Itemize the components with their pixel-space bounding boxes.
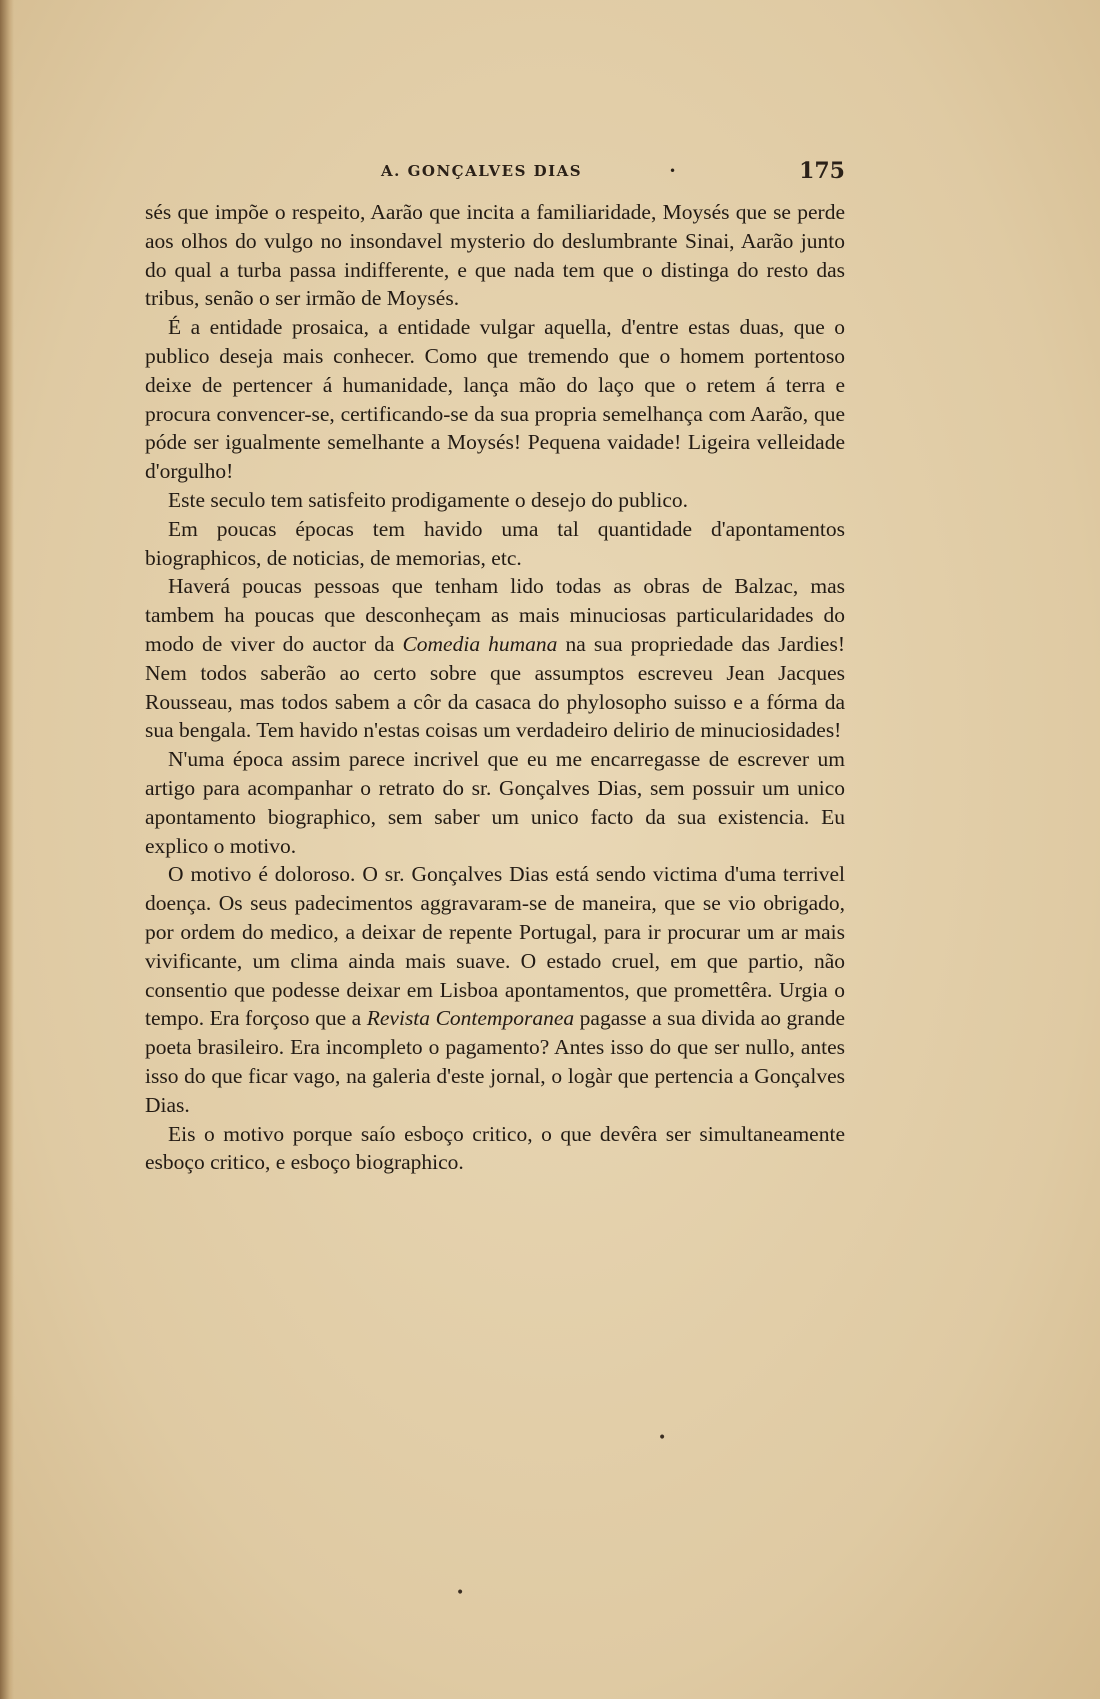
italic-title-comedia: Comedia humana <box>402 631 558 656</box>
paragraph-1: sés que impõe o respeito, Aarão que incita a familiaridade, Moysés que se perde aos olhos do vulgo no insondavel mysterio do deslumbrante Sinai, Aarão junto do qual a turba passa indifferente, e que nada tem que o distinga do resto das tribus, senão o ser irmão de Moysés. <box>145 200 845 311</box>
ink-speck: • <box>456 1585 465 1601</box>
paragraph-5 <box>145 572 845 745</box>
paragraph-7-text-b: pagasse a sua divida ao grande poeta brasileiro. Era incompleto o pagamento? Antes isso do que ser nullo, antes isso do que ficar vago, na galeria d'este jornal, o logàr que pertencia a Gonçalves Dias. <box>145 1006 845 1117</box>
paragraph-7-text-a: O motivo é doloroso. O sr. Gonçalves Dias está sendo victima d'uma terrivel doença. Os seus padecimentos aggravaram-se de maneira, que se vio obrigado, por ordem do medico, a deixar de repente Portugal, para ir procurar um ar mais vivificante, um clima ainda mais suave. O estado cruel, em que partio, não consentio que podesse deixar em Lisboa apontamentos, que promettêra. Urgia o tempo. Era forçoso que a <box>145 862 845 1031</box>
paragraph-5-text-a: Haverá poucas pessoas que tenham lido todas as obras de Balzac, mas tambem ha poucas que desconheçam as mais minuciosas particularidades do modo de viver do auctor da <box>145 574 845 656</box>
body-text <box>145 198 845 1177</box>
paragraph-7 <box>145 860 845 1119</box>
ink-speck: • <box>658 1430 667 1446</box>
running-title: A. GONÇALVES DIAS <box>381 162 583 180</box>
page-edge-shadow <box>0 0 14 1699</box>
paragraph-3: Este seculo tem satisfeito prodigamente o desejo do publico. <box>168 487 689 512</box>
paragraph-8: Eis o motivo porque saío esboço critico, o que devêra ser simultaneamente esboço critico, e esboço biographico. <box>145 1121 845 1175</box>
paragraph-6: N'uma época assim parece incrivel que eu me encarregasse de escrever um artigo para acompanhar o retrato do sr. Gonçalves Dias, sem possuir um unico apontamento biographico, sem saber um unico facto da sua existencia. Eu explico o motivo. <box>145 747 845 858</box>
paragraph-5-text-b: na sua propriedade das Jardies! Nem todos saberão ao certo sobre que assumptos escreveu Jean Jacques Rousseau, mas todos sabem a côr da casaca do phylosopho suisso e a fórma da sua bengala. Tem havido n'estas coisas um verdadeiro delirio de minuciosidades! <box>145 631 845 743</box>
page-number: 175 <box>799 158 845 184</box>
header-ornament: • <box>669 164 677 178</box>
italic-title-revista: Revista Contemporanea <box>366 1006 575 1031</box>
paragraph-2: É a entidade prosaica, a entidade vulgar aquella, d'entre estas duas, que o publico deseja mais conhecer. Como que tremendo que o homem portentoso deixe de pertencer á humanidade, lança mão do laço que o retem á terra e procura convencer-se, certificando-se da sua propria semelhança com Aarão, que póde ser igualmente semelhante a Moysés! Pequena vaidade! Ligeira velleidade d'orgulho! <box>145 315 845 484</box>
page-header <box>145 158 845 186</box>
paragraph-4: Em poucas épocas tem havido uma tal quantidade d'apontamentos biographicos, de noticias, de memorias, etc. <box>145 516 845 570</box>
